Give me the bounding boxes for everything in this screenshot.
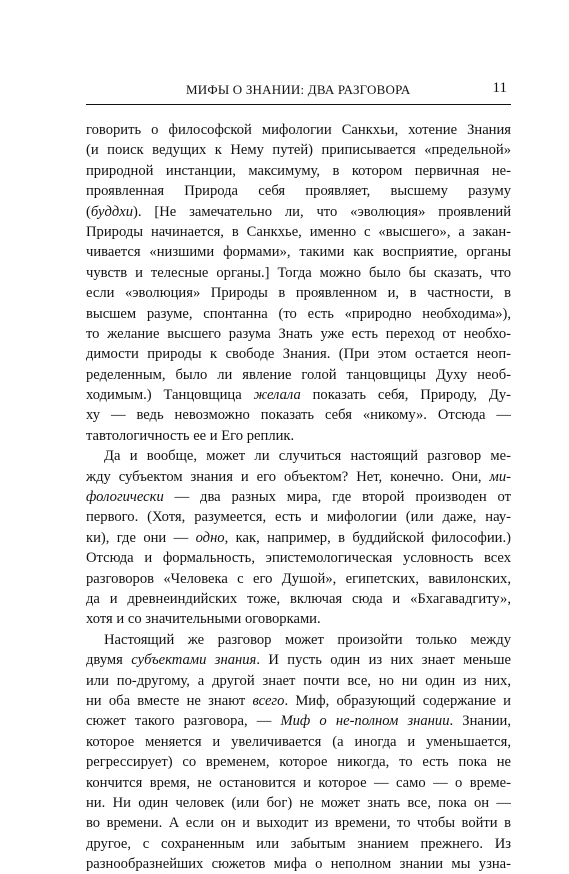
text-segment: или по-другому, а другой знает почти все, но ни один из них, xyxy=(86,672,511,689)
text-segment: природной инстанции, максимуму, в котором первичная не- xyxy=(86,162,511,179)
text-line xyxy=(86,691,511,711)
text-segment: разнообразнейших сюжетов мифа о неполном знании мы узна- xyxy=(86,856,511,873)
text-segment: ки), где они — xyxy=(86,529,196,546)
text-line xyxy=(86,487,511,507)
text-segment: ни. Ни один человек (или бог) не может знать все, пока он — xyxy=(86,794,511,811)
text-line xyxy=(86,813,511,833)
text-segment: во времени. А если он и выходит из времени, то чтобы войти в xyxy=(86,815,511,832)
page-header xyxy=(86,80,511,105)
italic-text: желала xyxy=(253,387,301,404)
text-line xyxy=(86,834,511,854)
text-segment: , как, например, в буддийской философии.) xyxy=(224,529,511,546)
text-segment: которое меняется и увеличивается (а иногда и уменьшается, xyxy=(86,733,511,750)
text-segment: (и поиск ведущих к Нему путей) приписывается «предельной» xyxy=(86,142,511,159)
text-line xyxy=(86,242,511,262)
italic-text: ми- xyxy=(489,468,511,485)
text-segment: ( xyxy=(86,203,91,220)
text-segment: если «эволюция» Природы в проявленном и, в частности, в xyxy=(86,285,511,302)
text-segment: димости природы к свободе Знания. (При этом остается неоп- xyxy=(86,346,511,363)
text-segment: . Миф, образующий содержание и xyxy=(284,692,511,709)
text-segment: проявленная Природа себя проявляет, высшему разуму xyxy=(86,183,511,200)
text-segment: Отсюда и формальность, эпистемологическая условность всех xyxy=(86,550,511,567)
text-line xyxy=(86,202,511,222)
text-line xyxy=(86,426,511,446)
text-segment: то желание высшего разума Знать уже есть переход от необхо- xyxy=(86,325,511,342)
italic-text: одно xyxy=(195,529,225,546)
text-segment: чувств и телесные органы.] Тогда можно было бы сказать, что xyxy=(86,264,511,281)
italic-text: буддхи xyxy=(90,203,133,220)
text-line xyxy=(86,589,511,609)
text-line xyxy=(86,773,511,793)
text-line xyxy=(86,446,511,466)
text-segment: другое, с сохраненным или забытым знанием прежнего. Из xyxy=(86,835,511,852)
text-line xyxy=(86,609,511,629)
text-segment: ходимым.) Танцовщица xyxy=(86,387,254,404)
text-line xyxy=(86,263,511,283)
text-segment: Настоящий же разговор может произойти только между xyxy=(104,631,511,648)
text-segment: тавтологичность ее и Его реплик. xyxy=(86,427,295,444)
text-segment: кончится время, не остановится и которое — само — о време- xyxy=(86,774,511,791)
text-segment: ни оба вместе не знают xyxy=(86,692,253,709)
text-line xyxy=(86,793,511,813)
text-line xyxy=(86,752,511,772)
text-segment: ). [Не замечательно ли, что «эволюция» проявлений xyxy=(133,203,511,220)
text-line xyxy=(86,140,511,160)
text-line xyxy=(86,120,511,140)
text-line xyxy=(86,304,511,324)
text-segment: . Знании, xyxy=(449,713,511,730)
text-line xyxy=(86,344,511,364)
text-line xyxy=(86,528,511,548)
text-line xyxy=(86,181,511,201)
text-line xyxy=(86,324,511,344)
text-line xyxy=(86,467,511,487)
text-segment: двумя xyxy=(86,652,132,669)
text-segment: хотя и со значительными оговорками. xyxy=(86,611,321,628)
body-text xyxy=(86,120,511,874)
text-line xyxy=(86,405,511,425)
text-segment: разговоров «Человека с его Душой», египетских, вавилонских, xyxy=(86,570,511,587)
text-segment: жду субъектом знания и его объектом? Нет, конечно. Они, xyxy=(86,468,490,485)
text-segment: Природы начинается, в Санкхье, именно с «высшего», а закан- xyxy=(86,223,511,240)
text-line xyxy=(86,732,511,752)
text-line xyxy=(86,569,511,589)
text-segment: . И пусть один из них знает меньше xyxy=(256,652,511,669)
text-segment: сюжет такого разговора, — xyxy=(86,713,281,730)
italic-text: субъектами знания xyxy=(131,652,257,669)
italic-text: Миф о не-полном знании xyxy=(280,713,450,730)
text-line xyxy=(86,711,511,731)
text-line xyxy=(86,507,511,527)
text-segment: ределенным, было ли явление голой танцовщицы Духу необ- xyxy=(86,366,511,383)
text-segment: высшем разуме, спонтанна (то есть «природно необходима»), xyxy=(86,305,511,322)
text-segment: Да и вообще, может ли случиться настоящий разговор ме- xyxy=(104,448,511,465)
text-segment: говорить о философской мифологии Санкхьи, хотение Знания xyxy=(86,122,511,138)
text-line xyxy=(86,671,511,691)
text-segment: да и древнеиндийских тоже, включая сюда и «Бхагавадгиту», xyxy=(86,590,511,607)
text-line xyxy=(86,365,511,385)
text-line xyxy=(86,630,511,650)
running-head: МИФЫ О ЗНАНИИ: ДВА РАЗГОВОРА xyxy=(186,82,411,97)
text-segment: — два разных мира, где второй производен от xyxy=(163,489,511,506)
text-line xyxy=(86,548,511,568)
text-line xyxy=(86,650,511,670)
text-line xyxy=(86,222,511,242)
text-segment: чивается «низшими формами», такими как восприятие, органы xyxy=(86,244,511,261)
text-segment: первого. (Хотя, разумеется, есть и мифологии (или даже, нау- xyxy=(86,509,511,526)
text-segment: показать себя, Природу, Ду- xyxy=(300,387,511,404)
text-line xyxy=(86,385,511,405)
italic-text: фологически xyxy=(86,489,164,506)
text-segment: ху — ведь невозможно показать себя «никому». Отсюда — xyxy=(86,407,511,424)
text-line xyxy=(86,283,511,303)
text-line xyxy=(86,161,511,181)
text-segment: регрессирует) со временем, которое никогда, то есть пока не xyxy=(86,754,511,771)
text-line xyxy=(86,854,511,874)
page-number: 11 xyxy=(492,80,507,96)
italic-text: всего xyxy=(252,692,285,709)
